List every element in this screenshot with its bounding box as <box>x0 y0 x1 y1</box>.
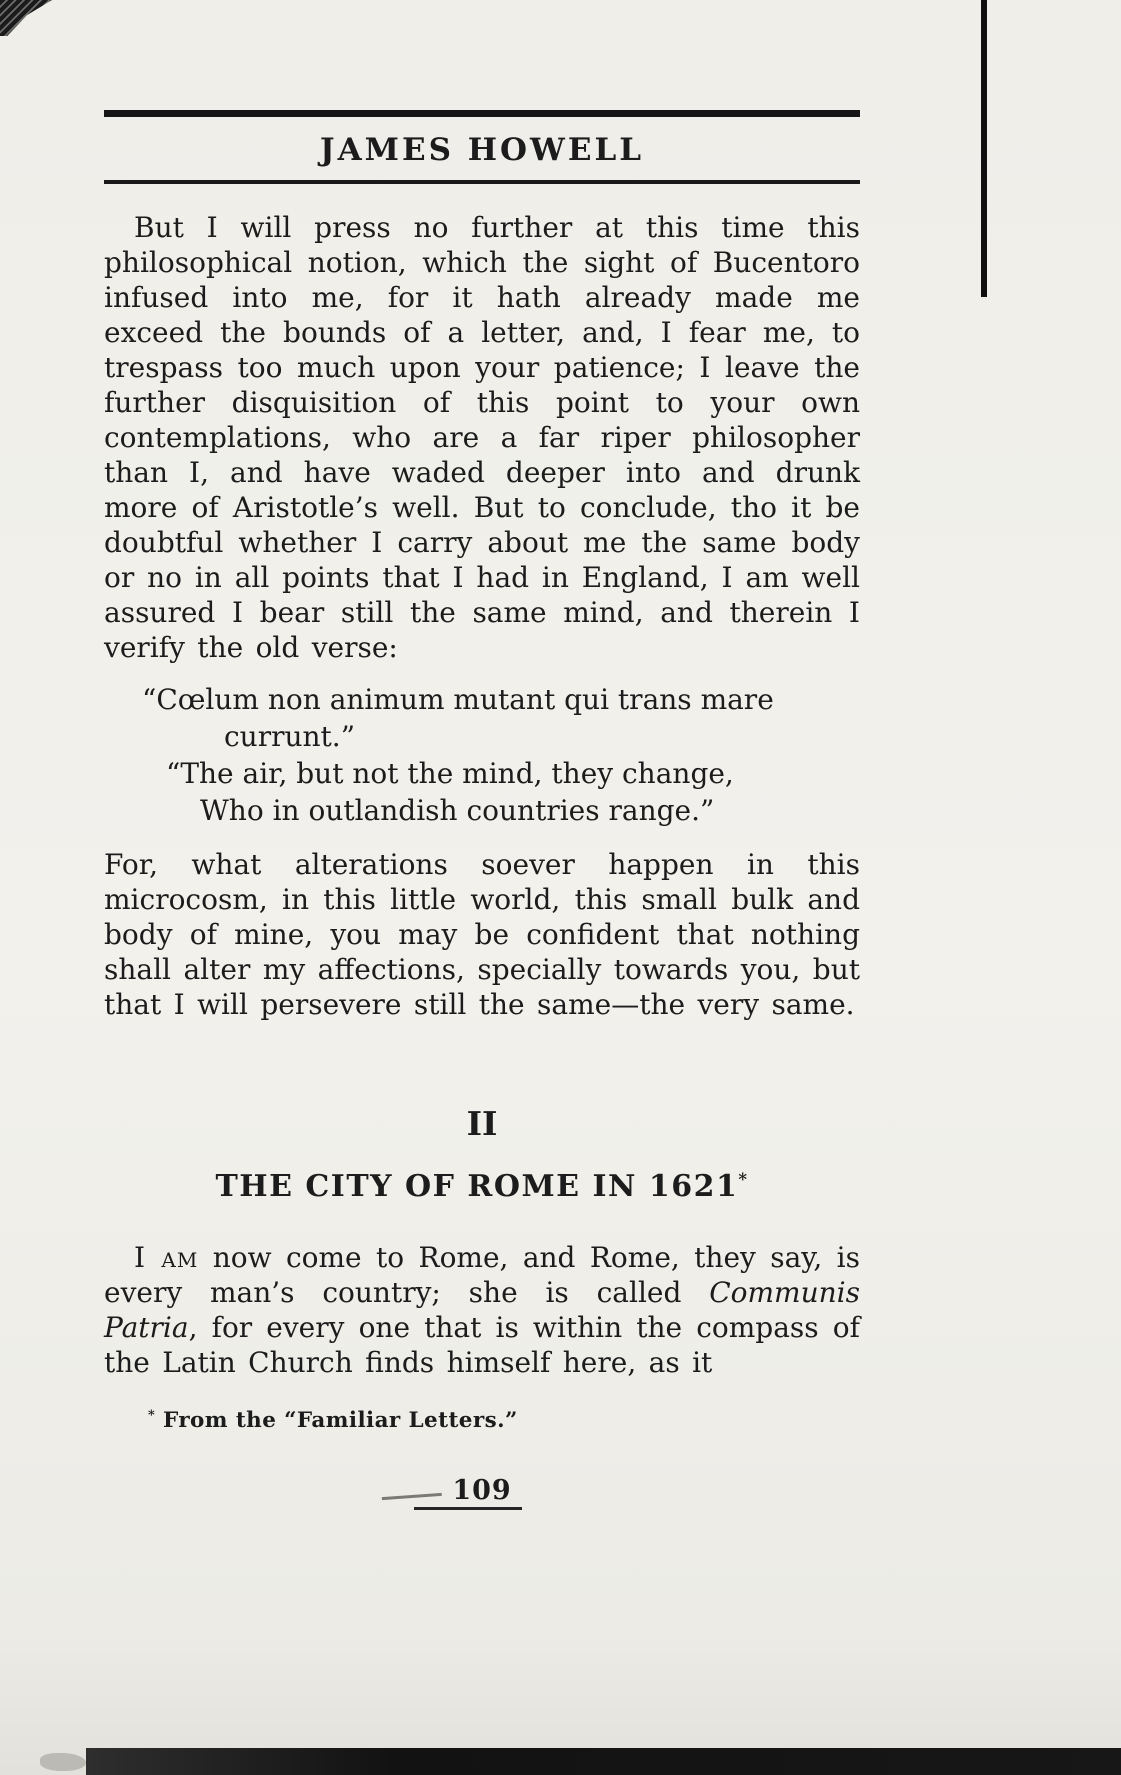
footnote-marker: * <box>148 1408 156 1423</box>
section-title-text: THE CITY OF ROME IN 1621 <box>215 1169 739 1204</box>
letter-paragraph-1: But I will press no further at this time this philosophical notion, which the sight of Bucentoro infused into me, for it hath already made me exceed the bounds of a letter, and, I fear me, to trespass too much upon your patience; I leave the further disquisition of this point to your own contemplations, who are a far riper philosopher than I, and have waded deeper into and drunk more of Aristotle’s well. But to conclude, tho it be doubtful whether I carry about me the same body or no in all points that I had in England, I am well assured I bear still the same mind, and therein I verify the old verse: <box>104 211 860 664</box>
page-number-underline <box>414 1507 522 1510</box>
header-rule-bottom <box>104 180 860 184</box>
page-number-dash-artifact <box>382 1493 442 1505</box>
footnote <box>148 1408 860 1433</box>
opening-text-2: , for every one that is within the compass of the Latin Church finds himself here, as it <box>104 1311 860 1379</box>
section-number: II <box>466 1104 498 1143</box>
bottom-smudge-artifact <box>40 1753 86 1771</box>
section-title <box>104 1169 860 1204</box>
page-number-text: 109 <box>452 1475 512 1507</box>
text-column <box>104 110 860 1510</box>
section-opening-paragraph <box>104 1240 860 1380</box>
header-rule-top <box>104 110 860 117</box>
corner-ink-mark <box>0 0 52 36</box>
page-number <box>104 1475 860 1510</box>
footnote-text: From the “Familiar Letters.” <box>155 1408 518 1434</box>
verse-english-line-1: “The air, but not the mind, they change, <box>166 757 734 790</box>
verse-latin-line-1: “Cœlum non animum mutant qui trans mare <box>142 683 774 716</box>
verse-latin-line-2: currunt.” <box>224 720 356 753</box>
opening-italic-phrase: Communis Patria <box>104 1276 860 1344</box>
verse-english-line-2: Who in outlandish countries range.” <box>200 794 715 827</box>
letter-paragraph-2: For, what alterations soever happen in this microcosm, in this little world, this small bulk and body of mine, you may be confident that nothing shall alter my affections, specially towards you, but that I will persevere still the same—the very same. <box>104 848 860 1021</box>
verse-quote <box>104 681 860 829</box>
page-edge-line <box>981 0 987 297</box>
section-footnote-marker: * <box>738 1170 749 1189</box>
bottom-scan-bar <box>86 1748 1121 1775</box>
running-header-title: JAMES HOWELL <box>319 132 645 168</box>
opening-smallcaps-lead: I am <box>134 1241 199 1274</box>
opening-text-1: now come to Rome, and Rome, they say, is every man’s country; she is called <box>104 1241 860 1309</box>
